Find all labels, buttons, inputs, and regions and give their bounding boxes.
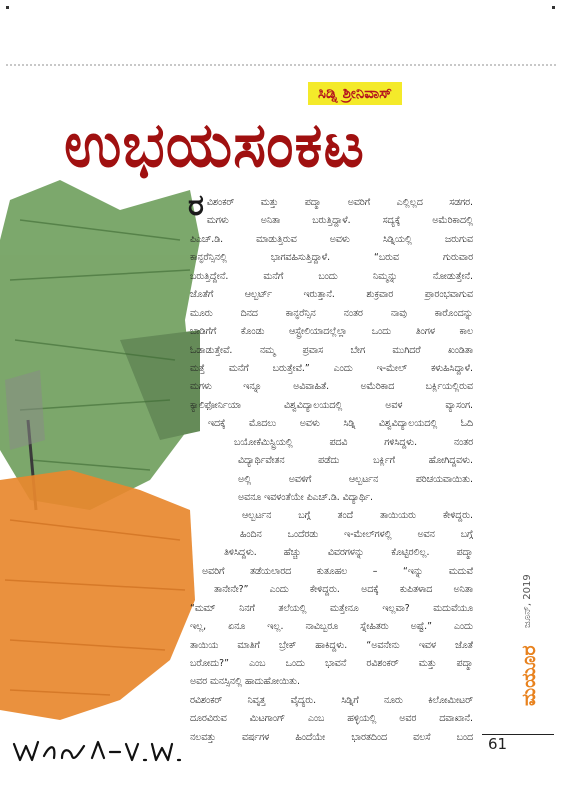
artist-signature xyxy=(10,730,190,770)
text-line: ರವಿಶಂಕರ್ ನಿವೃತ್ತ ವೈದ್ಯರು. ಸಿಡ್ನಿಗೆ ನೂರು ಕಿಲೋಮೀಟರ್ xyxy=(190,694,473,706)
text-line: ತಾಯಿಯ ಮಾತಿಗೆ ಬ್ರೇಕ್ ಹಾಕಿದ್ದಳು. “ಅವನೇನು ಇವಳ ಜೊತೆ xyxy=(190,639,473,651)
text-line: ಪಿಎಚ್.ಡಿ. ಮಾಡುತ್ತಿರುವ ಅವಳು ಸಿಡ್ನಿಯಲ್ಲಿ ಜರುಗುವ xyxy=(190,233,473,245)
text-line: ಅವನೂ ಇವಳಂತೆಯೇ ಪಿಎಚ್.ಡಿ. ವಿದ್ಯಾರ್ಥಿ. xyxy=(238,492,373,503)
text-line: ವಿದ್ಯಾರ್ಥಿವೇತನ ಪಡೆದು ಬರ್ಕ್ಲಿಗೆ ಹೋಗಿದ್ದವಳು. xyxy=(238,455,473,467)
text-line: ಹಿಂದಿನ ಒಂದೆರಡು ಇ-ಮೇಲ್‌ಗಳಲ್ಲಿ ಅವನ ಬಗ್ಗೆ xyxy=(240,528,473,540)
orange-brushwork xyxy=(0,470,195,720)
text-line: ತಾನೇನೇ?” ಎಂದು ಕೇಳಿದ್ದರು. ಅದಕ್ಕೆ ಕುಪಿತಳಾದ ಅನಿತಾ xyxy=(214,584,473,596)
dotted-divider xyxy=(6,64,556,66)
text-line: ತಿಳಿಸಿದ್ದಳು. ಹೆಚ್ಚು ವಿವರಗಳನ್ನು ಕೊಟ್ಟಿರಲಿಲ್ಲ. ಪದ್ಮಾ xyxy=(224,547,473,559)
illustration-brushwork xyxy=(0,180,200,750)
text-line: ಅವರಿಗೆ ತಡೆಯಲಾರದ ಕುತೂಹಲ – “ಇನ್ನು ಮದುವೆ xyxy=(202,565,473,577)
text-line: ಮಗಳು ಅನಿತಾ ಬರುತ್ತಿದ್ದಾಳೆ. ಸದ್ಯಕ್ಕೆ ಅಮೆರಿಕಾದಲ್ಲಿ xyxy=(206,215,473,227)
text-line: ಅಲ್ಲಿ ಅವಳಿಗೆ ಆಲ್ಬರ್ಟನ ಪರಿಚಯವಾಯಿತು. xyxy=(238,473,473,485)
text-line: ಮಗಳು ಇನ್ನೂ ಅವಿವಾಹಿತೆ. ಅಮೆರಿಕಾದ ಬರ್ಕ್ಲಿಯಲ್ಲಿರುವ xyxy=(190,381,473,393)
grey-accent xyxy=(5,370,45,450)
text-line: ಓಡಾಡುತ್ತೇವೆ. ನಮ್ಮ ಪ್ರವಾಸ ಬೇಗ ಮುಗಿದರೆ ಖಂಡಿತಾ xyxy=(190,344,473,356)
text-line: ಬಾಡಿಗೆಗೆ ಕೊಂಡು ಆಸ್ಟ್ರೇಲಿಯಾದಲ್ಲೆಲ್ಲಾ ಒಂದು ತಿಂಗಳ ಕಾಲ xyxy=(190,326,473,338)
text-line: ಆಲ್ಬರ್ಟನ ಬಗ್ಗೆ ತಂದೆ ತಾಯಿಯರು ಕೇಳಿದ್ದರು. xyxy=(242,510,473,522)
crop-mark-top-right xyxy=(552,6,555,9)
issue-date: ಜೂನ್, 2019 xyxy=(522,574,533,628)
text-line: ಮತ್ತೆ ಮನೆಗೆ ಬರುತ್ತೇವೆ.” ಎಂದು ಇ-ಮೇಲ್ ಕಳುಹಿಸಿದ್ದಾಳೆ. xyxy=(190,362,473,374)
text-line: ಬರೋದು?” ಎಂಬ ಒಂದು ಭಾವನೆ ರವಿಶಂಕರ್ ಮತ್ತು ಪದ್ಮಾ xyxy=(190,657,473,669)
paragraph-2 xyxy=(190,507,473,691)
text-line: ಇದಕ್ಕೆ ಮೊದಲು ಅವಳು ಸಿಡ್ನಿ ವಿಶ್ವವಿದ್ಯಾಲಯದಲ್ಲಿ ಓದಿ xyxy=(208,418,473,430)
crop-mark-top-left xyxy=(6,6,9,9)
text-line: ಕಾನ್ಫರೆನ್ಸಿನಲ್ಲಿ ಭಾಗವಹಿಸುತ್ತಿದ್ದಾಳೆ. “ಬರುವ ಗುರುವಾರ xyxy=(190,252,473,264)
page-number: 61 xyxy=(488,735,508,753)
text-line: ಮೂರು ದಿನದ ಕಾನ್ಫರೆನ್ಸಿನ ನಂತರ ನಾವು ಕಾರೊಂದನ್ನು xyxy=(190,307,473,319)
story-body xyxy=(188,188,473,747)
text-line: ಇಲ್ಲ, ಏನೂ ಇಲ್ಲ. ನಾವಿಬ್ಬರೂ ಸ್ನೇಹಿತರು ಅಷ್ಟೆ.” ಎಂದು xyxy=(190,621,473,633)
text-line: ಬಯೋಕೆಮಿಸ್ಟ್ರಿಯಲ್ಲಿ ಪದವಿ ಗಳಿಸಿದ್ದಳು. ನಂತರ xyxy=(234,436,473,448)
paragraph-1 xyxy=(188,188,473,507)
text-line: “ಮಮ್ ನಿನಗೆ ತಲೆಯಲ್ಲಿ ಮತ್ತೇನೂ ಇಲ್ಲವಾ? ಮದುವೆಯೂ xyxy=(190,602,473,614)
text-line: ಜೊತೆಗೆ ಆಲ್ಬರ್ಟ್ ಇರುತ್ತಾನೆ. ಶುಕ್ರವಾರ ಪ್ರಾರಂಭವಾಗುವ xyxy=(190,289,473,301)
text-line: ಅವರ ಮನಸ್ಸಿನಲ್ಲಿ ಹಾದುಹೋಯಿತು. xyxy=(190,676,300,688)
text-line: ದೂರವಿರುವ ಮಿಟಗಾಂಗ್ ಎಂಬ ಹಳ್ಳಿಯಲ್ಲಿ ಅವರ ದವಾಖಾನೆ. xyxy=(190,713,473,725)
text-line: ವಿಶಂಕರ್ ಮತ್ತು ಪದ್ಮಾ ಅವರಿಗೆ ಎಲ್ಲಿಲ್ಲದ ಸಡಗರ. xyxy=(206,197,473,208)
text-line: ಬರುತ್ತಿದ್ದೇನೆ. ಮನೆಗೆ ಬಂದು ನಿಮ್ಮನ್ನು ನೋಡುತ್ತೇನೆ. xyxy=(190,270,473,282)
author-name: ಸಿಡ್ನಿ ಶ್ರೀನಿವಾಸ್ xyxy=(308,82,402,105)
paragraph-3 xyxy=(190,692,473,747)
text-line: ನಲವತ್ತು ವರ್ಷಗಳ ಹಿಂದೆಯೇ ಭಾರತದಿಂದ ವಲಸೆ ಬಂದ xyxy=(190,731,473,743)
magazine-logo: ಮಯೂರ xyxy=(518,645,540,706)
drop-cap: ರ xyxy=(188,188,204,223)
story-title: ಉಭಯಸಂಕಟ xyxy=(64,108,365,181)
text-line: ಕ್ಯಾಲಿಫೋರ್ನಿಯಾ ವಿಶ್ವವಿದ್ಯಾಲಯದಲ್ಲಿ ಅವಳ ವ್ಯಾಸಂಗ. xyxy=(190,399,473,411)
